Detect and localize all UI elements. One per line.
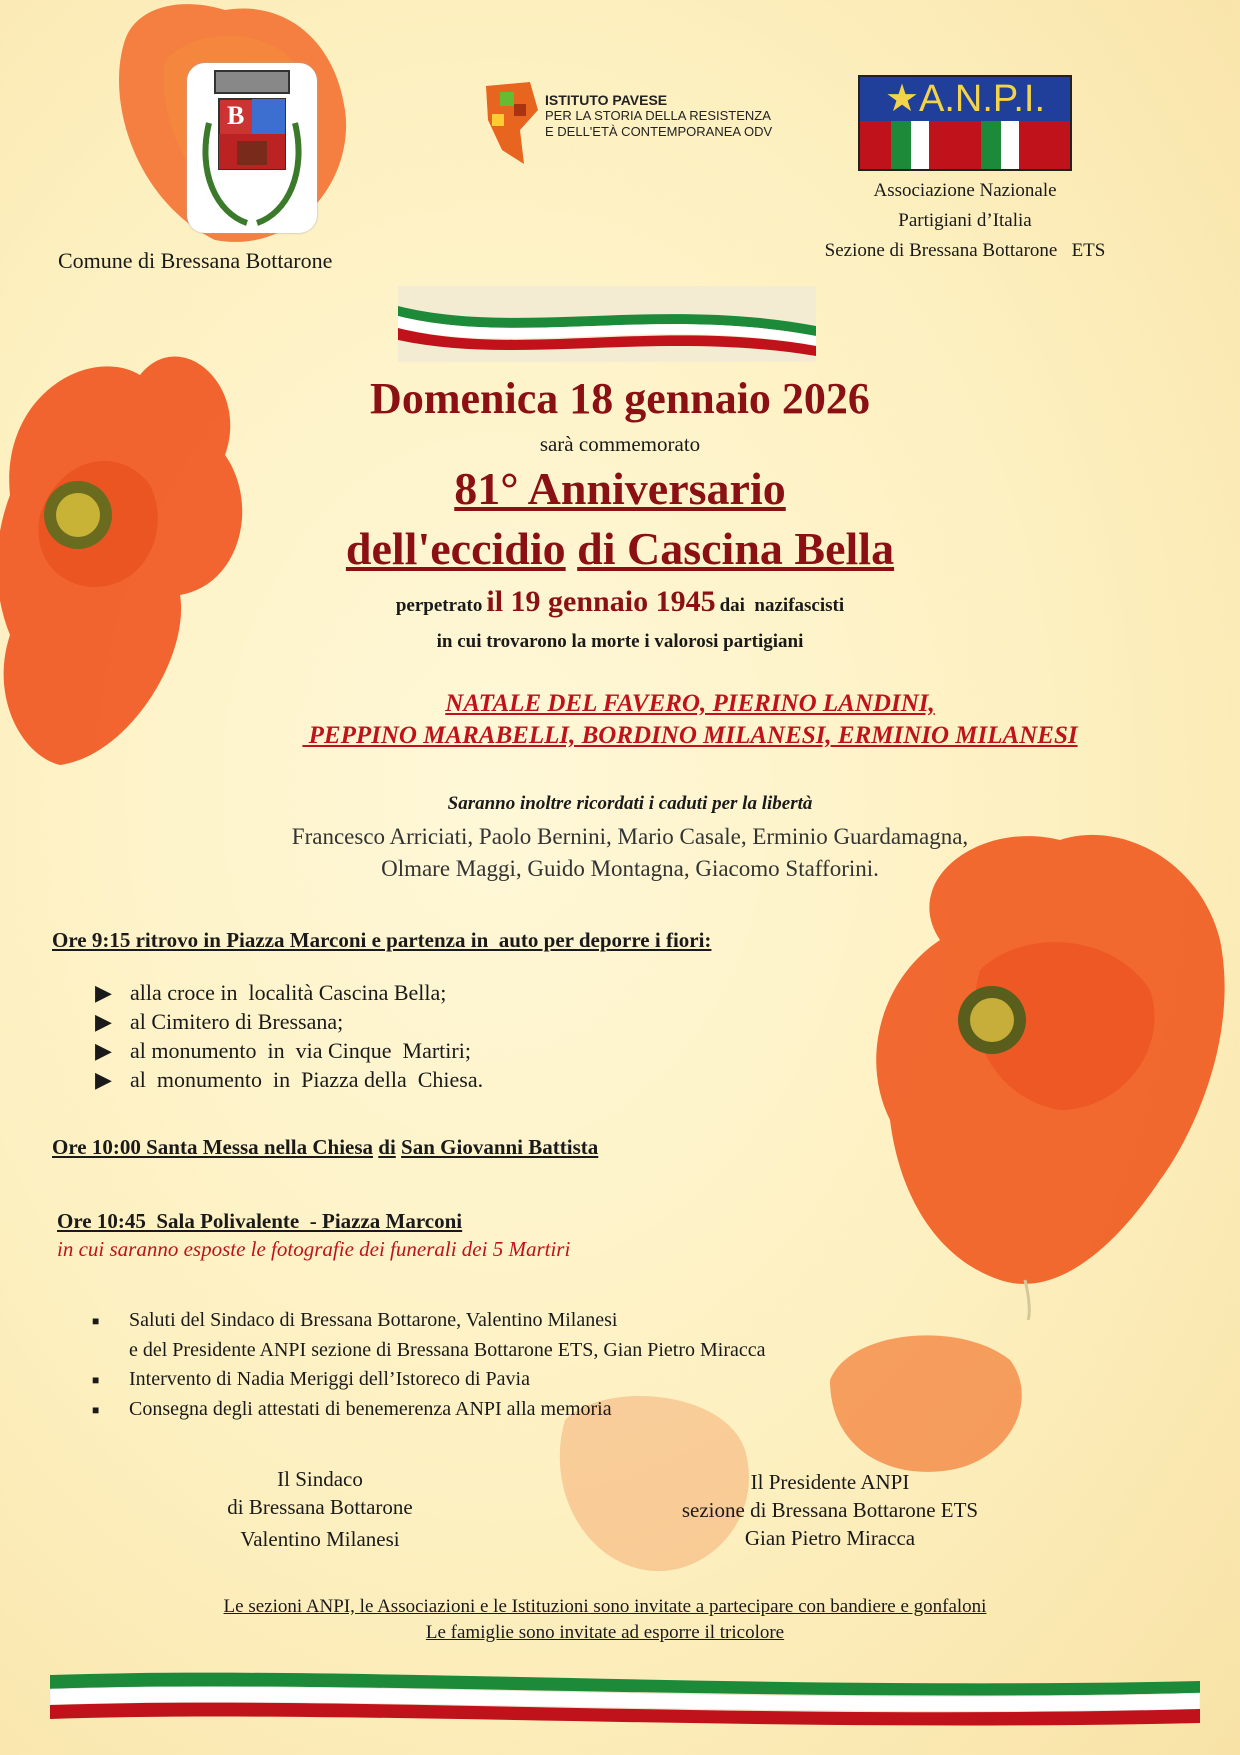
list-item [92,1306,766,1336]
signature-right [620,1468,1040,1552]
footer-line1: Le sezioni ANPI, le Associazioni e le Istituzioni sono invitate a partecipare con bandiere e gonfaloni [223,1596,987,1617]
crest-letter: B [227,101,245,130]
square-bullet-icon: ■ [92,1402,100,1417]
messa-part3: San Giovanni Battista [401,1135,599,1159]
messa-part2: di [378,1135,396,1159]
star-icon: ★ [884,78,920,120]
perp-suffix: dai nazifascisti [719,595,845,616]
list-item [92,1336,766,1365]
anpi-line2: Partigiani d’Italia [898,210,1032,231]
sig-right-line1: Il Presidente ANPI [750,1470,910,1494]
istituto-text [545,92,772,140]
signature-left [170,1465,470,1553]
footer-line2: Le famiglie sono invitate ad esporre il tricolore [425,1622,785,1643]
triangle-bullet-icon: ▶ [95,1067,112,1092]
messa-line [52,1135,598,1160]
messa-part1: Ore 10:00 Santa Messa nella Chiesa [52,1135,374,1159]
stop-text: al monumento in Piazza della Chiesa. [130,1067,484,1092]
stop-text: al monumento in via Cinque Martiri; [130,1038,471,1063]
anpi-line3: Sezione di Bressana Bottarone ETS [824,240,1106,261]
anpi-flag-stripes [860,121,1070,169]
ritrovo-line: Ore 9:15 ritrovo in Piazza Marconi e partenza in auto per deporre i fiori: [52,928,712,952]
event-title [0,522,1240,575]
sig-right-line3: Gian Pietro Miracca [744,1526,916,1550]
sig-left-line3: Valentino Milanesi [240,1527,400,1551]
istituto-line3: E DELL'ETÀ CONTEMPORANEA ODV [545,124,773,139]
istituto-logo-icon [480,80,542,168]
fallen-line2: Olmare Maggi, Guido Montagna, Giacomo Stafforini. [381,856,879,881]
list-item [92,1365,766,1395]
istituto-line1: ISTITUTO PAVESE [545,92,668,108]
crest-icon [187,63,317,233]
partisans-line1: NATALE DEL FAVERO, PIERINO LANDINI, [445,690,935,717]
triangle-bullet-icon: ▶ [95,1009,112,1034]
triangle-bullet-icon: ▶ [95,1038,112,1063]
death-line: in cui trovarono la morte i valorosi partigiani [436,631,804,652]
item-text: Saluti del Sindaco di Bressana Bottarone, Valentino Milanesi [129,1309,618,1331]
sig-left-line2: di Bressana Bottarone [227,1495,413,1519]
tricolor-ribbon-top [398,286,816,362]
partisans-line2: PEPPINO MARABELLI, BORDINO MILANESI, ERMINIO MILANESI [302,722,1078,749]
tricolor-ribbon-bottom [50,1663,1200,1743]
comune-label: Comune di Bressana Bottarone [58,248,333,273]
sig-right-line2: sezione di Bressana Bottarone ETS [681,1498,979,1522]
event-subtitle: sarà commemorato [539,432,701,456]
anniversary-title: 81° Anniversario [454,463,786,514]
event-title-part2: di Cascina Bella [577,523,895,574]
list-item [95,978,483,1007]
anpi-logo [858,75,1072,171]
istituto-line2: PER LA STORIA DELLA RESISTENZA [545,108,771,123]
stop-text: alla croce in località Cascina Bella; [130,980,447,1005]
perp-prefix: perpetrato [395,595,483,616]
stop-text: al Cimitero di Bressana; [130,1009,344,1034]
list-item [92,1395,766,1425]
item-text: Consegna degli attestati di benemerenza ANPI alla memoria [129,1397,612,1420]
fallen-intro: Saranno inoltre ricordati i caduti per la libertà [447,793,813,814]
square-bullet-icon: ■ [92,1313,100,1328]
list-item [95,1065,483,1094]
stops-list [95,978,483,1094]
item-text: Intervento di Nadia Meriggi dell’Istoreco di Pavia [129,1367,530,1390]
sala-note: in cui saranno esposte le fotografie dei funerali dei 5 Martiri [57,1237,571,1261]
list-item [95,1007,483,1036]
event-title-part1: dell'eccidio [345,523,566,574]
fallen-line1: Francesco Arriciati, Paolo Bernini, Mario Casale, Erminio Guardamagna, [291,824,969,849]
anpi-address [770,176,1160,266]
anpi-line1: Associazione Nazionale [873,180,1057,201]
anpi-logo-text: A.N.P.I. [919,78,1046,120]
list-item [95,1036,483,1065]
comune-crest [187,63,317,233]
poppy-right-decoration [860,820,1240,1320]
program-items [92,1306,766,1425]
anpi-logo-top [860,77,1070,121]
sig-left-line1: Il Sindaco [277,1467,363,1491]
perp-date: il 19 gennaio 1945 [486,585,716,618]
sala-line: Ore 10:45 Sala Polivalente - Piazza Marconi [57,1209,463,1233]
poppy-bottom-right-decoration [810,1320,1040,1480]
event-date: Domenica 18 gennaio 2026 [370,374,870,423]
item-text: e del Presidente ANPI sezione di Bressana Bottarone ETS, Gian Pietro Miracca [129,1338,766,1361]
perpetrated-line [0,585,1240,619]
triangle-bullet-icon: ▶ [95,980,112,1005]
square-bullet-icon: ■ [92,1372,100,1387]
